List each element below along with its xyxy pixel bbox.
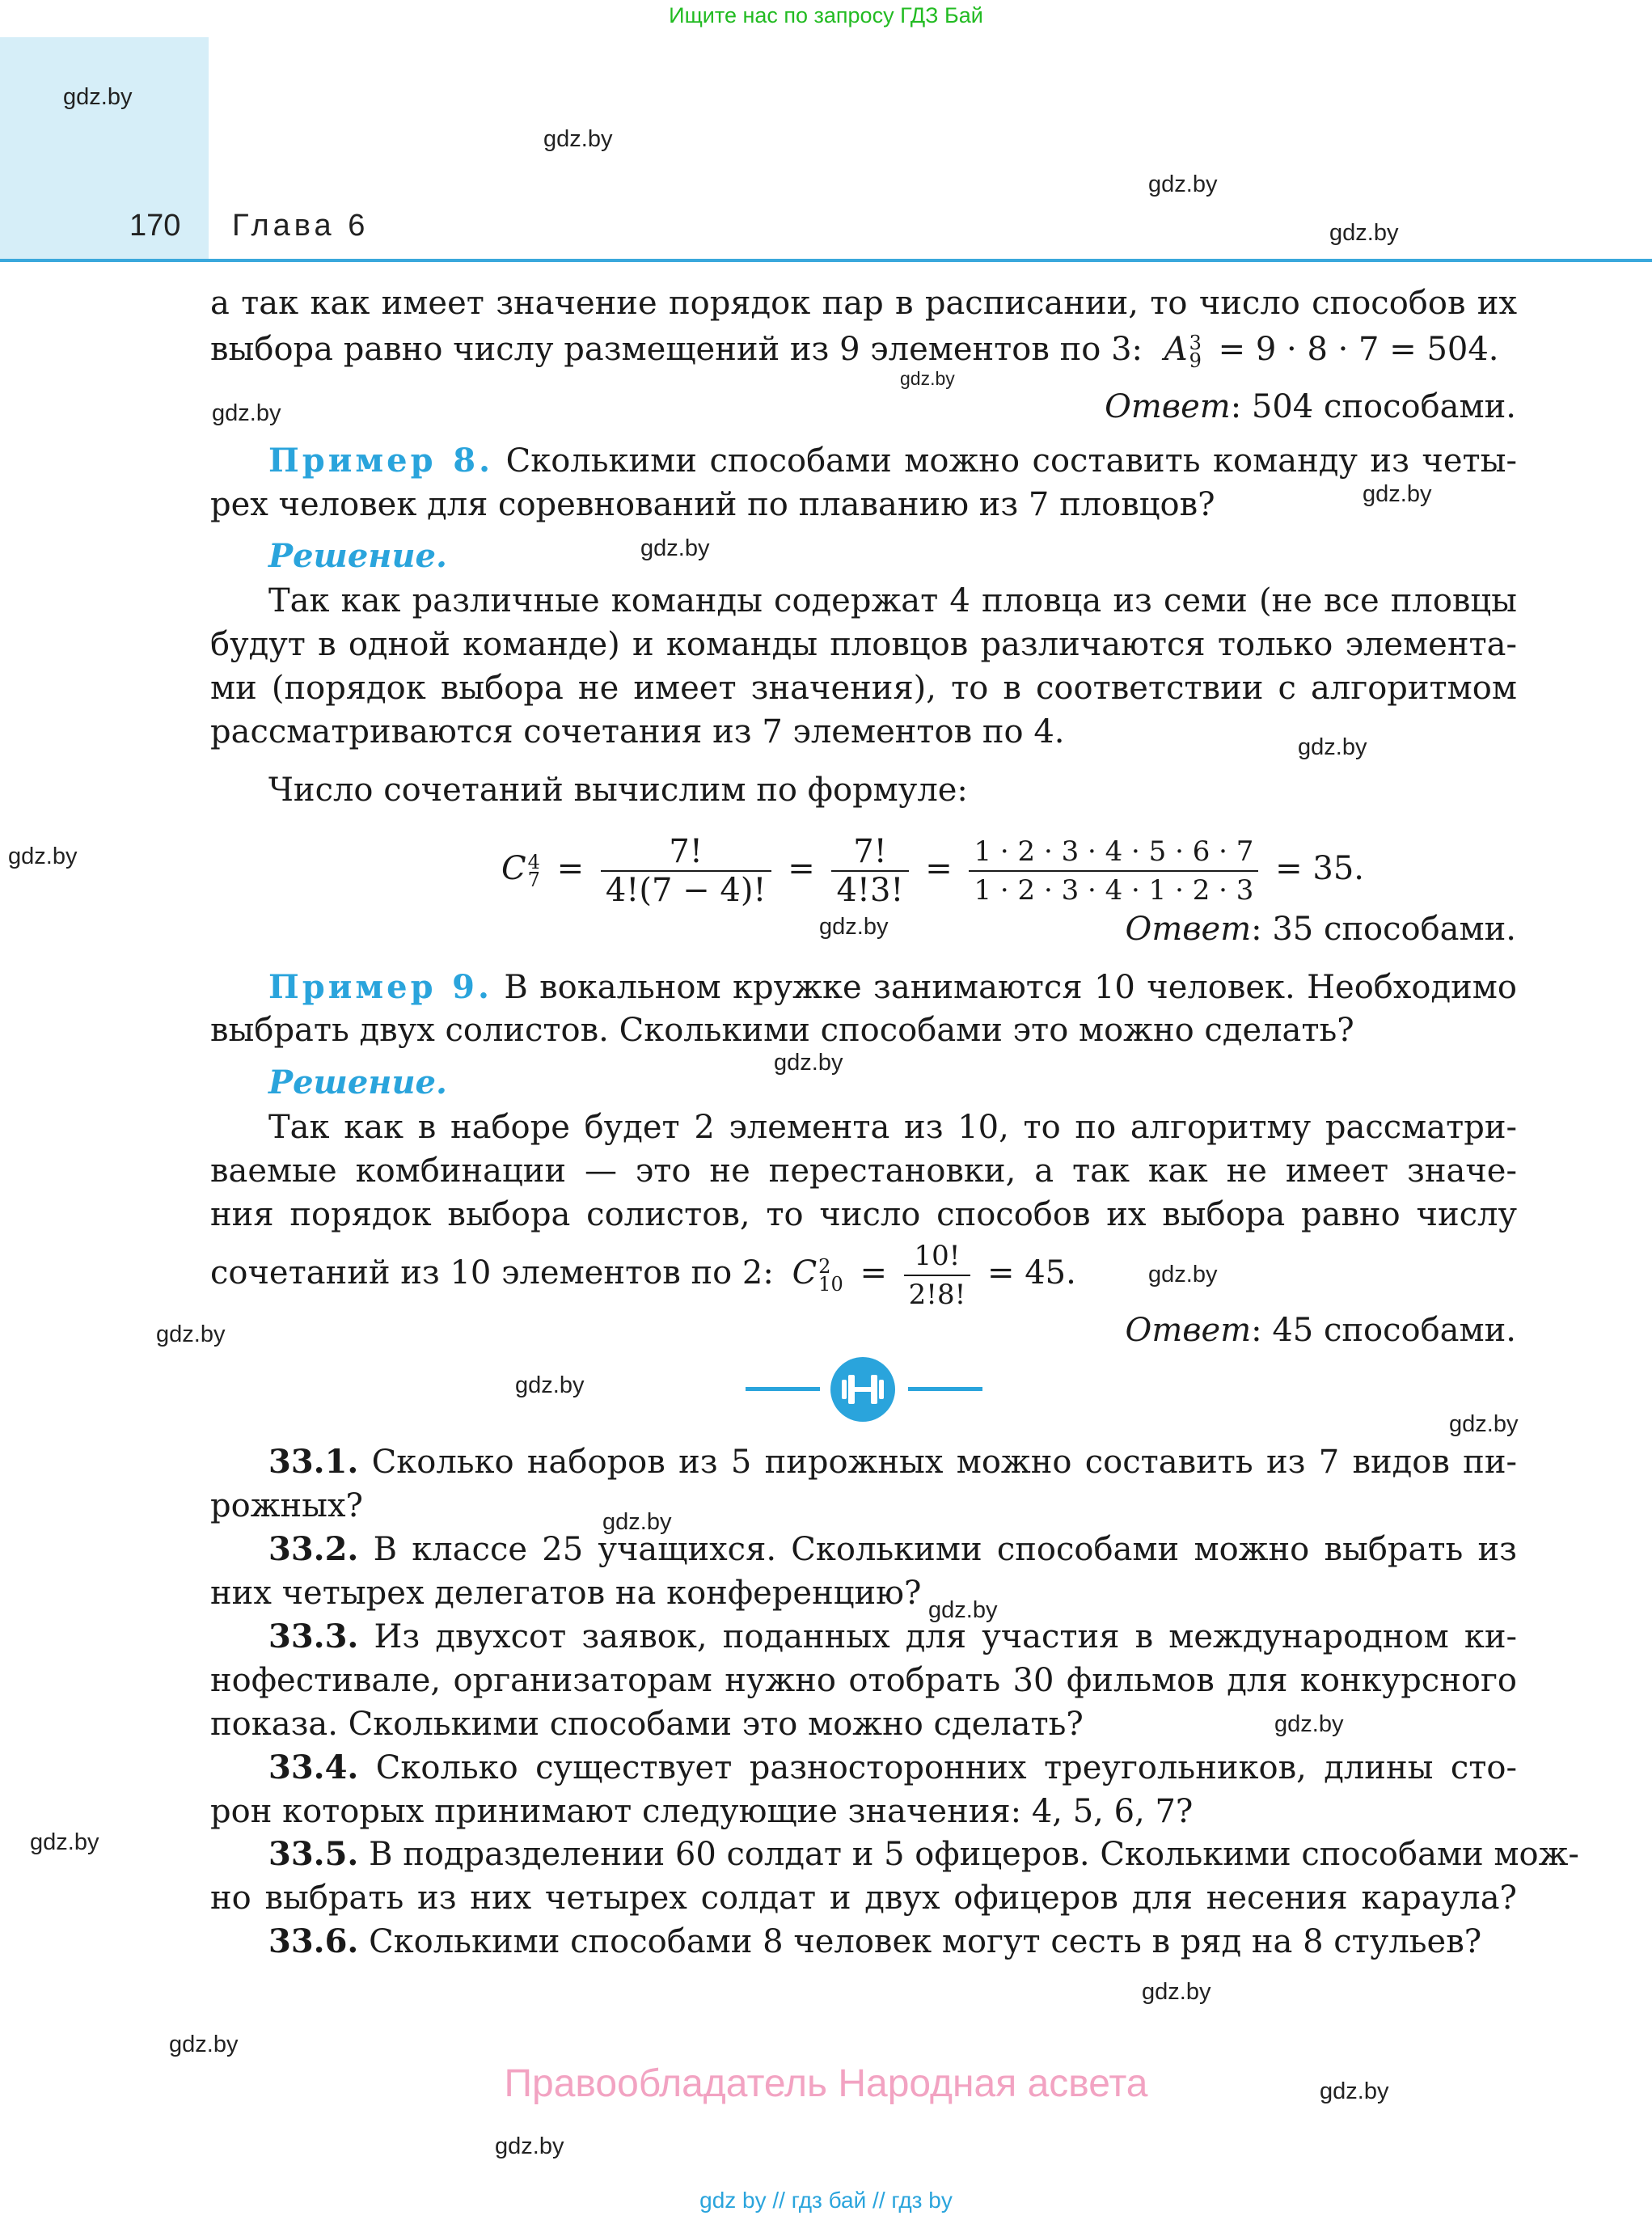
fraction-2 — [831, 833, 908, 909]
exercise-33-4-text-1: Сколько существует разносторонних треугольников, длины сто- — [375, 1749, 1517, 1786]
example-8-sol-line-5: Число сочетаний вычислим по формуле: — [268, 772, 968, 809]
exercise-33-4-number: 33.4. — [268, 1748, 359, 1786]
formula-c-7-4-indices — [528, 853, 540, 889]
watermark: gdz.by — [1274, 1711, 1344, 1737]
watermark: gdz.by — [1329, 220, 1399, 246]
intro-line-2-text: выбора равно числу размещений из 9 элементов по 3: — [210, 331, 1143, 368]
fraction-2-num: 7! — [853, 833, 887, 870]
fraction-3 — [969, 833, 1258, 909]
exercise-33-2-number: 33.2. — [268, 1530, 359, 1568]
exercise-33-5-number: 33.5. — [268, 1835, 359, 1873]
example-9-solution-label: Решение. — [268, 1063, 447, 1101]
fraction-4-num: 10! — [914, 1240, 961, 1272]
watermark: gdz.by — [156, 1321, 226, 1347]
fraction-2-den: 4!3! — [831, 870, 908, 909]
exercise-33-1-text-1: Сколько наборов из 5 пирожных можно составить из 7 видов пи- — [371, 1444, 1518, 1481]
exercise-33-4-line-1 — [268, 1746, 1517, 1790]
fraction-3-den: 1 · 2 · 3 · 4 · 1 · 2 · 3 — [969, 870, 1258, 909]
formula-a: A — [1164, 331, 1188, 368]
footer-links[interactable]: gdz by // гдз бай // гдз by — [699, 2188, 953, 2213]
exercise-33-6-number: 33.6. — [268, 1922, 359, 1960]
watermark: gdz.by — [8, 844, 78, 869]
header-rule — [0, 259, 1652, 262]
exercise-33-4-line-2: рон которых принимают следующие значения: 4, 5, 6, 7? — [210, 1793, 1194, 1830]
intro-line-2 — [210, 328, 1499, 371]
watermark: gdz.by — [774, 1050, 843, 1076]
example-9-sol-line-4-text: сочетаний из 10 элементов по 2: — [210, 1254, 774, 1292]
example-8-text-1: Сколькими способами можно составить команду из четы- — [505, 442, 1518, 480]
example-9-line-2: выбрать двух солистов. Сколькими способами это можно сделать? — [210, 1012, 1354, 1049]
formula-a-indices — [1189, 334, 1202, 370]
formula-a-result: = 9 · 8 · 7 = 504. — [1218, 331, 1499, 368]
formula-45-result: = 45. — [987, 1254, 1076, 1292]
example-9-sol-line-4: сочетаний из 10 элементов по 2: C 2 10 = $\frac{10!}{2!8!}$ = 45. — [210, 1237, 1076, 1313]
watermark: gdz.by — [30, 1829, 99, 1855]
divider-line-right — [908, 1387, 982, 1391]
watermark: gdz.by — [1363, 481, 1432, 507]
answer-1 — [1105, 385, 1516, 429]
example-9-label: Пример 9. — [268, 968, 492, 1006]
answer-2-text: : 35 способами. — [1251, 911, 1516, 948]
answer-3 — [1126, 1309, 1516, 1352]
exercise-33-3-line-2: нофестивале, организаторам нужно отобрать 30 фильмов для конкурсного — [210, 1662, 1517, 1699]
answer-1-text: : 504 способами. — [1230, 388, 1516, 425]
exercise-33-3-text-1: Из двухсот заявок, поданных для участия в международном ки- — [374, 1618, 1518, 1655]
answer-2-label: Ответ — [1125, 911, 1252, 948]
watermark: gdz.by — [1142, 1979, 1211, 2005]
formula-a-sup: 3 — [1189, 332, 1202, 354]
divider-line-left — [746, 1387, 820, 1391]
top-banner[interactable]: Ищите нас по запросу ГДЗ Бай — [669, 3, 983, 27]
example-9-text-1: В вокальном кружке занимаются 10 человек. Необходимо — [504, 969, 1517, 1006]
watermark: gdz.by — [1298, 734, 1367, 760]
example-9-sol-line-1: Так как в наборе будет 2 элемента из 10, то по алгоритму рассматри- — [268, 1109, 1517, 1146]
formula-a-sub: 9 — [1189, 349, 1202, 372]
fraction-3-num: 1 · 2 · 3 · 4 · 5 · 6 · 7 — [974, 835, 1254, 868]
formula-c-10-2: C — [792, 1254, 818, 1292]
fraction-1-num: 7! — [669, 833, 703, 870]
intro-line-1: а так как имеет значение порядок пар в расписании, то число способов их — [210, 285, 1517, 322]
watermark: gdz.by — [1449, 1411, 1519, 1437]
copyright-notice: Правообладатель Народная асвета — [504, 2062, 1148, 2105]
chapter-title: Глава 6 — [232, 209, 370, 243]
fraction-1-den: 4!(7 − 4)! — [601, 870, 771, 909]
formula-c-10-2-sub: 10 — [818, 1273, 843, 1296]
example-8-sol-line-2: будут в одной команде) и команды пловцов различаются только элемента- — [210, 626, 1517, 663]
example-8-label: Пример 8. — [268, 442, 494, 480]
exercise-33-6-text-1: Сколькими способами 8 человек могут сесть в ряд на 8 стульев? — [369, 1923, 1482, 1960]
fraction-4-den: 2!8! — [904, 1275, 971, 1313]
exercise-33-1-number: 33.1. — [268, 1443, 359, 1481]
dumbbell-icon — [830, 1357, 895, 1422]
watermark: gdz.by — [1320, 2078, 1389, 2104]
exercise-33-5-line-1 — [268, 1833, 1579, 1876]
exercise-33-5-line-2: но выбрать из них четырех солдат и двух офицеров для несения караула? — [210, 1879, 1517, 1917]
watermark: gdz.by — [1148, 171, 1218, 197]
exercise-33-3-number: 33.3. — [268, 1617, 359, 1655]
formula-c-7-4: C — [501, 850, 526, 887]
example-8-sol-line-3: ми (порядок выбора не имеет значения), то в соответствии с алгоритмом — [210, 670, 1517, 707]
formula-c-10-2-sup: 2 — [818, 1255, 831, 1278]
watermark: gdz.by — [212, 400, 281, 426]
example-9-sol-line-2: ваемые комбинации — это не перестановки, а так как не имеет значе- — [210, 1152, 1517, 1190]
exercise-33-3-line-1 — [268, 1615, 1517, 1659]
exercise-33-1-line-1 — [268, 1440, 1517, 1484]
exercise-33-5-text-1: В подразделении 60 солдат и 5 офицеров. Сколькими способами мож- — [369, 1836, 1579, 1873]
exercise-33-2-text-1: В классе 25 учащихся. Сколькими способами можно выбрать из — [373, 1531, 1517, 1568]
example-8-sol-line-4: рассматриваются сочетания из 7 элементов по 4. — [210, 713, 1065, 750]
example-9-sol-line-3: ния порядок выбора солистов, то число способов их выбора равно числу — [210, 1196, 1517, 1233]
exercise-33-2-line-1 — [268, 1528, 1517, 1571]
answer-1-label: Ответ — [1105, 388, 1231, 425]
formula-c-7-4-sub: 7 — [527, 869, 540, 891]
example-9-line-1 — [268, 966, 1517, 1009]
watermark: gdz.by — [819, 914, 889, 940]
answer-3-text: : 45 способами. — [1251, 1312, 1516, 1349]
exercise-33-3-line-3: показа. Сколькими способами это можно сделать? — [210, 1706, 1084, 1743]
exercise-33-2-line-2: них четырех делегатов на конференцию? — [210, 1575, 922, 1612]
answer-2 — [1126, 907, 1516, 951]
watermark: gdz.by — [900, 368, 955, 389]
example-8-line-1 — [268, 439, 1517, 483]
watermark: gdz.by — [515, 1372, 585, 1398]
exercise-33-1-line-2: рожных? — [210, 1487, 363, 1524]
watermark: gdz.by — [640, 535, 710, 561]
example-8-sol-line-1: Так как различные команды содержат 4 пловца из семи (не все пловцы — [268, 582, 1517, 619]
formula-c-7-4-sup: 4 — [527, 851, 540, 873]
example-8-formula: C 4 7 = $\frac{7!}{4!(7 - 4)!}$ = $\frac{7!}{4!3!}$ = $\frac{1 \cdot 2 \cdot 3 \cdot 4 \cdot 5 \cdot 6 \cdot 7}{1 \cdot 2 \cdot 3 \cdot 4 \cdot 1 \cdot 2 \cdot 3}$ = 35. — [501, 833, 1364, 909]
watermark: gdz.by — [495, 2133, 564, 2159]
formula-c-10-2-indices — [818, 1255, 843, 1296]
watermark: gdz.by — [602, 1509, 672, 1535]
watermark: gdz.by — [63, 84, 133, 110]
exercise-33-6-line-1 — [268, 1920, 1481, 1964]
example-8-solution-label: Решение. — [268, 537, 447, 575]
fraction-1 — [601, 833, 771, 909]
watermark: gdz.by — [543, 126, 613, 152]
example-8-line-2: рех человек для соревнований по плаванию из 7 пловцов? — [210, 486, 1215, 523]
page-number: 170 — [129, 209, 181, 243]
watermark: gdz.by — [169, 2032, 239, 2057]
watermark: gdz.by — [1148, 1262, 1218, 1287]
watermark: gdz.by — [928, 1597, 998, 1623]
answer-3-label: Ответ — [1125, 1312, 1252, 1349]
fraction-4 — [904, 1237, 971, 1313]
formula-35-result: = 35. — [1275, 850, 1364, 887]
